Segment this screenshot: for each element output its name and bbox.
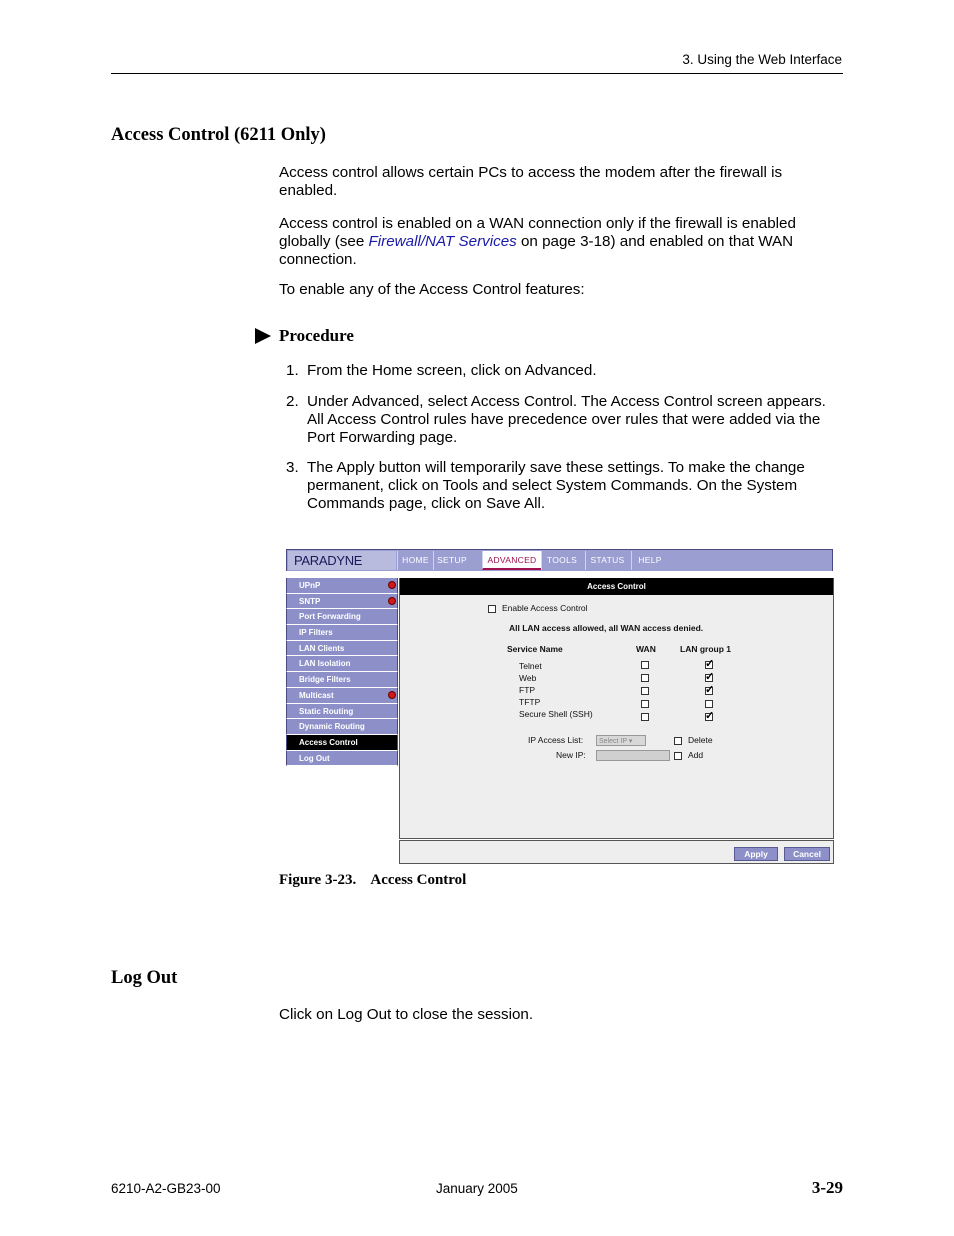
tab-home[interactable]: HOME: [397, 551, 433, 570]
sidebar-item-label: UPnP: [299, 581, 321, 590]
lan-telnet-checkbox[interactable]: [705, 661, 713, 669]
access-control-screenshot: [286, 549, 833, 863]
wan-ssh-checkbox[interactable]: [641, 713, 649, 721]
tab-help[interactable]: HELP: [631, 551, 668, 570]
ip-access-select[interactable]: Select IP ▾: [596, 735, 646, 746]
sidebar-item-static-routing[interactable]: [286, 704, 398, 720]
header-rule: [111, 73, 843, 74]
procedure-title: Procedure: [279, 326, 354, 345]
sidebar-item-label: Bridge Filters: [299, 675, 351, 685]
step-number: 3.: [286, 459, 299, 476]
paragraph-enable-features: To enable any of the Access Control features:: [279, 281, 585, 298]
sidebar-item-access-control[interactable]: [286, 735, 398, 751]
delete-checkbox[interactable]: [674, 737, 682, 745]
top-navigation-bar: [286, 549, 833, 572]
service-name: Secure Shell (SSH): [519, 709, 593, 719]
wan-telnet-checkbox[interactable]: [641, 661, 649, 669]
enable-access-control-checkbox[interactable]: [488, 605, 496, 613]
sidebar-item-port-forwarding[interactable]: [286, 609, 398, 625]
sidebar-item-label: SNTP: [299, 596, 321, 606]
section-title-log-out: Log Out: [111, 968, 178, 988]
lan-tftp-checkbox[interactable]: [705, 700, 713, 708]
wan-ftp-checkbox[interactable]: [641, 687, 649, 695]
alert-dot-icon: [388, 691, 396, 699]
alert-dot-icon: [388, 581, 396, 589]
sidebar-item-ip-filters[interactable]: [286, 625, 398, 641]
panel-title: Access Control: [400, 578, 833, 595]
column-header-wan: WAN: [636, 644, 656, 654]
add-label: Add: [688, 750, 704, 760]
service-name: Telnet: [519, 661, 542, 671]
sidebar-item-lan-isolation[interactable]: [286, 656, 398, 672]
new-ip-input[interactable]: [596, 750, 670, 761]
access-status-text: All LAN access allowed, all WAN access denied.: [509, 623, 704, 633]
footer-page-number: 3-29: [811, 1178, 843, 1197]
lan-web-checkbox[interactable]: [705, 674, 713, 682]
sidebar-item-label: Log Out: [299, 753, 330, 763]
running-header: 3. Using the Web Interface: [682, 52, 842, 67]
footer-doc-id: 6210-A2-GB23-00: [111, 1181, 221, 1196]
sidebar-item-sntp[interactable]: [286, 594, 398, 610]
procedure-step: [286, 362, 846, 380]
firewall-nat-link[interactable]: Firewall/NAT Services: [368, 233, 517, 250]
tab-setup[interactable]: SETUP: [433, 551, 470, 570]
sidebar-item-dynamic-routing[interactable]: [286, 719, 398, 735]
add-checkbox[interactable]: [674, 752, 682, 760]
sidebar-item-log-out[interactable]: [286, 751, 398, 767]
alert-dot-icon: [388, 597, 396, 605]
panel-footer: [399, 840, 834, 864]
new-ip-label: New IP:: [556, 750, 586, 760]
delete-label: Delete: [688, 735, 713, 745]
paragraph-enable-info: [279, 215, 844, 269]
tab-tools[interactable]: TOOLS: [541, 551, 582, 570]
step-text: Under Advanced, select Access Control. The Access Control screen appears. All Access Control rules have precedence over rules that were added via the Port Forwarding page.: [307, 393, 826, 446]
wan-web-checkbox[interactable]: [641, 674, 649, 682]
procedure-step: [286, 459, 846, 513]
section-title-access-control: Access Control (6211 Only): [111, 125, 326, 145]
service-name: FTP: [519, 685, 536, 695]
sidebar-item-label: IP Filters: [299, 628, 333, 638]
access-control-panel: [399, 578, 834, 839]
sidebar-item-label: Dynamic Routing: [299, 722, 365, 732]
paragraph-text-a: Access control is enabled on a WAN connection only if the firewall is enabled globally (see: [279, 215, 796, 250]
tab-advanced[interactable]: ADVANCED: [482, 551, 541, 570]
cancel-button[interactable]: Cancel: [784, 847, 830, 861]
sidebar-item-label: Port Forwarding: [299, 612, 361, 622]
service-name: TFTP: [519, 697, 541, 707]
step-number: 2.: [286, 393, 299, 410]
ip-access-select-value: Select IP: [599, 738, 627, 745]
header-gap: [286, 571, 833, 577]
sidebar-item-label: Multicast: [299, 690, 334, 700]
paragraph-intro: Access control allows certain PCs to access the modem after the firewall is enabled.: [279, 164, 783, 199]
sidebar-item-label: Access Control: [299, 737, 358, 747]
procedure-step: [286, 393, 846, 447]
lan-ftp-checkbox[interactable]: [705, 687, 713, 695]
sidebar-item-label: Static Routing: [299, 706, 354, 716]
sidebar-item-label: LAN Clients: [299, 643, 345, 653]
paradyne-logo: PARADYNE: [288, 551, 396, 570]
step-text: The Apply button will temporarily save these settings. To make the change permanent, click on Tools and select System Commands. On the System Commands page, click on Save All.: [307, 459, 805, 512]
step-number: 1.: [286, 362, 299, 379]
wan-tftp-checkbox[interactable]: [641, 700, 649, 708]
sidebar-item-bridge-filters[interactable]: [286, 672, 398, 688]
column-header-service: Service Name: [507, 644, 563, 654]
advanced-sidebar: [286, 578, 398, 766]
sidebar-item-upnp[interactable]: [286, 578, 398, 594]
service-name: Web: [519, 673, 537, 683]
sidebar-item-lan-clients[interactable]: [286, 641, 398, 657]
paragraph-log-out: Click on Log Out to close the session.: [279, 1006, 534, 1023]
figure-caption: Figure 3-23. Access Control: [279, 872, 467, 888]
procedure-arrow-icon: [255, 328, 271, 344]
enable-access-control-label: Enable Access Control: [502, 603, 588, 613]
paragraph-text-b: on page 3-18) and enabled on that WAN connection.: [279, 233, 794, 268]
sidebar-item-multicast[interactable]: [286, 688, 398, 704]
ip-access-list-label: IP Access List:: [528, 735, 584, 745]
column-header-lan-group: LAN group 1: [680, 644, 731, 654]
step-text: From the Home screen, click on Advanced.: [307, 362, 597, 379]
lan-ssh-checkbox[interactable]: [705, 713, 713, 721]
apply-button[interactable]: Apply: [734, 847, 778, 861]
footer-date: January 2005: [436, 1181, 518, 1196]
sidebar-item-label: LAN Isolation: [299, 659, 351, 669]
tab-status[interactable]: STATUS: [585, 551, 629, 570]
